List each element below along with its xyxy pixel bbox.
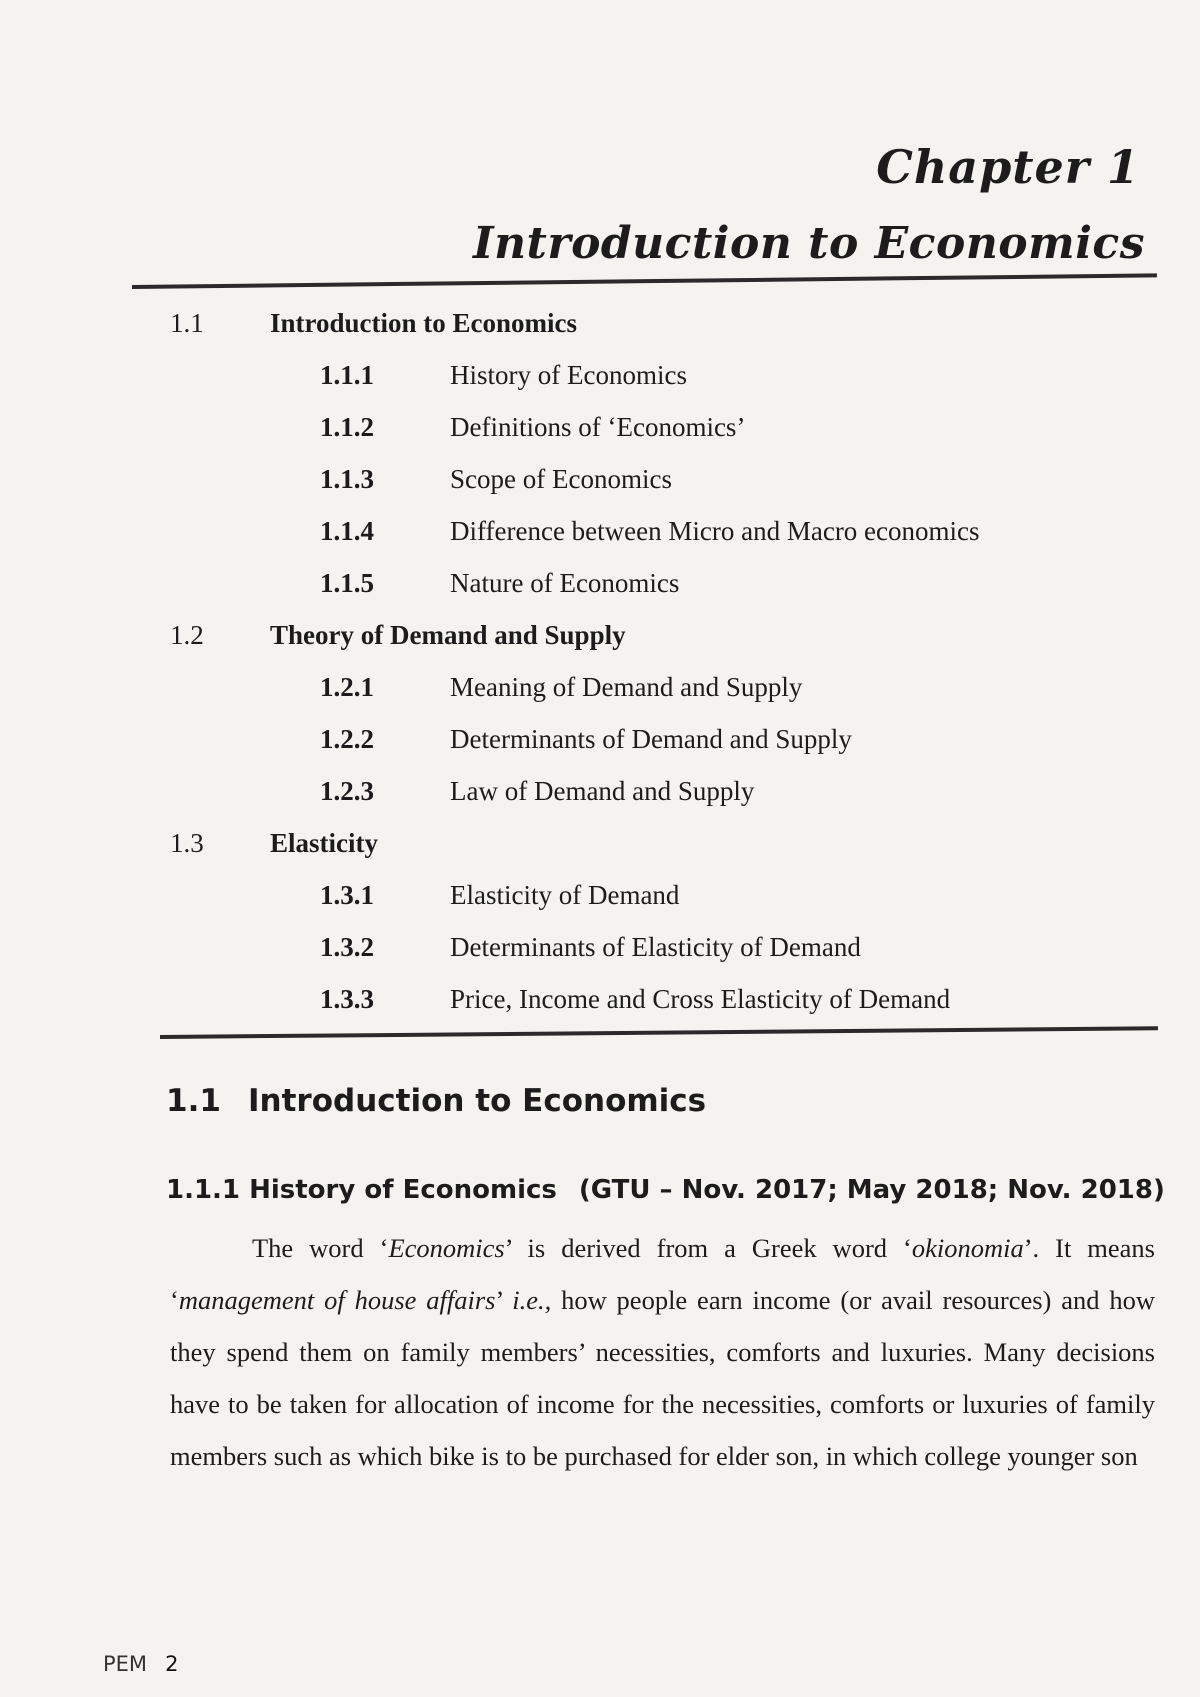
body-paragraph: The word ‘Economics’ is derived from a Greek word ‘okionomia’. It means ‘management of house affairs’ i.e., how people earn income (or avail resources) and how they spend them on family members’ necessities, comforts and luxuries. Many decisions have to be taken for allocation of income for the necessities, comforts or luxuries of family members such as which bike is to be purchased for elder son, in which college younger son	[170, 1233, 1156, 1471]
term-okionomia: okionomia	[911, 1233, 1024, 1263]
toc-number: 1.2.3	[320, 776, 374, 806]
term-economics: Economics	[388, 1233, 505, 1263]
toc-title: Meaning of Demand and Supply	[450, 672, 803, 702]
toc-title: Elasticity	[270, 828, 378, 858]
toc-number: 1.2.1	[320, 672, 374, 702]
toc-title: Determinants of Demand and Supply	[450, 724, 852, 754]
subsection-number: 1.1.1	[166, 1175, 241, 1205]
footer-code: PEM	[103, 1652, 148, 1676]
toc-title: Determinants of Elasticity of Demand	[450, 932, 861, 962]
subsection-title: History of Economics	[249, 1175, 557, 1205]
toc-title: Definitions of ‘Economics’	[450, 412, 746, 442]
section-number: 1.1	[166, 1083, 221, 1119]
toc-title: Price, Income and Cross Elasticity of Demand	[450, 984, 951, 1014]
toc-number: 1.1.3	[320, 464, 374, 494]
page-footer	[103, 1652, 178, 1676]
toc-number: 1.2.2	[320, 724, 374, 754]
section-title: Introduction to Economics	[248, 1083, 707, 1119]
page-number: 2	[165, 1652, 179, 1676]
chapter-title: Introduction to Economics	[472, 218, 1145, 269]
toc-title: History of Economics	[450, 360, 687, 390]
toc-number: 1.3.3	[320, 984, 374, 1014]
toc-number: 1.1.1	[320, 360, 374, 390]
toc-number: 1.1.5	[320, 568, 374, 598]
section-heading	[166, 1083, 706, 1119]
toc-title: Law of Demand and Supply	[450, 776, 755, 806]
toc-number: 1.3	[170, 828, 204, 858]
toc-number: 1.3.2	[320, 932, 374, 962]
toc-number: 1.2	[170, 620, 204, 650]
chapter-label: Chapter 1	[876, 140, 1140, 194]
toc-title: Scope of Economics	[450, 464, 672, 494]
toc-title: Difference between Micro and Macro economics	[450, 516, 980, 546]
toc-title: Theory of Demand and Supply	[270, 620, 626, 650]
subsection-heading	[166, 1175, 1165, 1205]
toc-title: Elasticity of Demand	[450, 880, 680, 910]
toc-number: 1.1	[170, 308, 204, 338]
toc-number: 1.1.4	[320, 516, 374, 546]
toc-number: 1.1.2	[320, 412, 374, 442]
toc-title: Nature of Economics	[450, 568, 680, 598]
exam-reference: (GTU – Nov. 2017; May 2018; Nov. 2018)	[578, 1175, 1165, 1205]
term-ie: i.e.,	[512, 1285, 552, 1315]
term-management: management of house affairs	[178, 1285, 496, 1315]
bottom-divider	[160, 1026, 1158, 1039]
top-divider	[132, 273, 1157, 289]
toc-title: Introduction to Economics	[270, 308, 578, 338]
toc-number: 1.3.1	[320, 880, 374, 910]
